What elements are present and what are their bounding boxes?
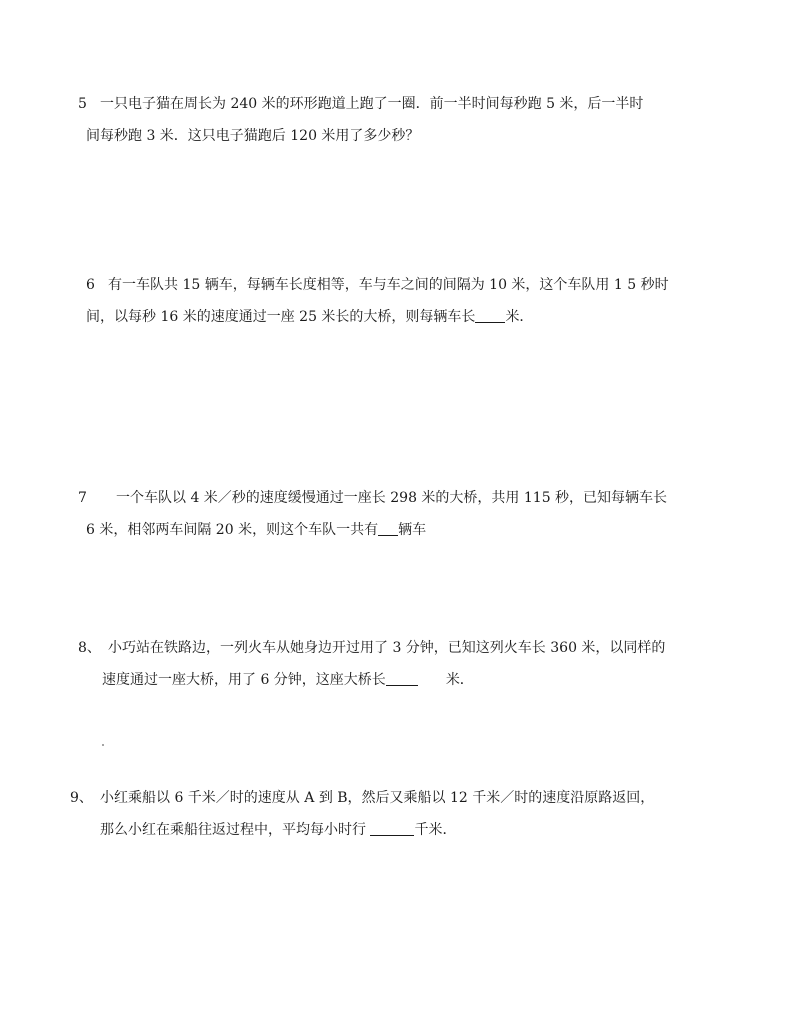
problem-text: 米．	[445, 672, 474, 688]
answer-blank[interactable]	[386, 669, 418, 686]
problem-8-line-1	[78, 632, 665, 664]
problem-text: 间，以每秒 16 米的速度通过一座 25 米长的大桥，则每辆车长	[86, 309, 476, 325]
problem-number: 7	[78, 490, 87, 506]
problem-text: 那么小红在乘船往返过程中，平均每小时行	[100, 822, 371, 838]
problem-9-line-2	[70, 814, 654, 846]
problem-text: 有一车队共 15 辆车，每辆车长度相等，车与车之间的间隔为 10 米，这个车队用 1 5 秒时	[108, 277, 669, 293]
problem-number: 6	[86, 277, 95, 293]
problem-6-line-1	[86, 269, 669, 301]
problem-7	[78, 482, 667, 546]
problem-number: 9、	[70, 790, 93, 806]
problem-text: 一个车队以 4 米／秒的速度缓慢通过一座长 298 米的大桥，共用 115 秒，已知每辆车长	[116, 490, 668, 506]
problem-7-line-1	[78, 482, 667, 514]
problem-9	[70, 782, 654, 846]
problem-text: 速度通过一座大桥，用了 6 分钟，这座大桥长	[102, 672, 386, 688]
problem-text: 6 米，相邻两车间隔 20 米，则这个车队一共有	[86, 522, 379, 538]
problem-number: 5	[78, 96, 87, 112]
problem-8	[78, 632, 665, 696]
problem-text: 一只电子猫在周长为 240 米的环形跑道上跑了一圈．前一半时间每秒跑 5 米，后一半时	[100, 96, 644, 112]
problem-5-line-1	[78, 88, 643, 120]
problem-5	[78, 88, 643, 152]
problem-text: 间每秒跑 3 米．这只电子猫跑后 120 米用了多少秒？	[86, 128, 420, 144]
problem-text: 小巧站在铁路边，一列火车从她身边开过用了 3 分钟，已知这列火车长 360 米，以同样的	[108, 640, 666, 656]
problem-text: 小红乘船以 6 千米／时的速度从 A 到 B，然后又乘船以 12 千米／时的速度沿原路返回，	[100, 790, 655, 806]
problem-text: 米．	[505, 309, 534, 325]
answer-blank[interactable]	[370, 819, 414, 836]
problem-9-line-1	[70, 782, 654, 814]
problem-6	[86, 269, 669, 333]
answer-blank[interactable]	[475, 306, 505, 323]
answer-blank[interactable]	[378, 519, 398, 536]
stray-mark	[102, 744, 104, 746]
problem-5-line-2	[78, 120, 643, 152]
problem-7-line-2	[78, 514, 667, 546]
problem-text: 千米．	[414, 822, 457, 838]
problem-8-line-2	[78, 664, 665, 696]
problem-number: 8、	[78, 640, 101, 656]
problem-6-line-2	[86, 301, 669, 333]
problem-text: 辆车	[398, 522, 427, 538]
